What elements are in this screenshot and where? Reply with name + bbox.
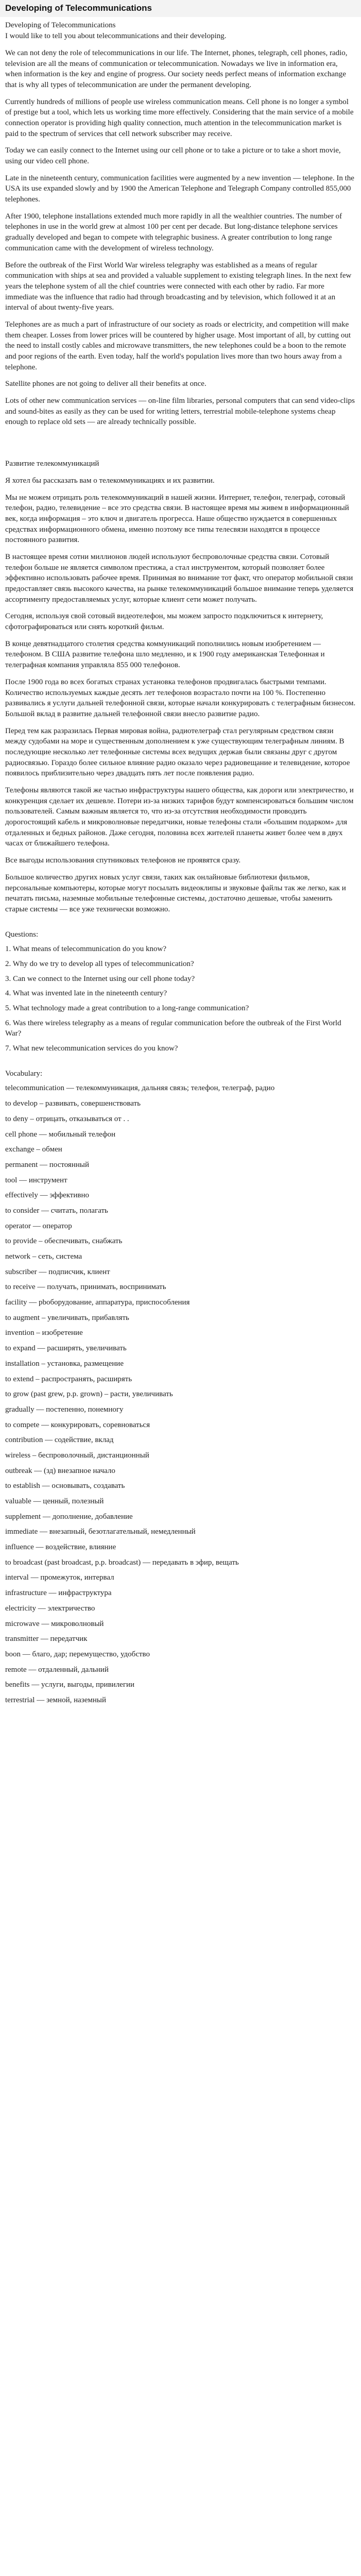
vocabulary-entry: contribution — содействие, вклад (5, 1436, 114, 1445)
russian-paragraph: Мы не можем отрицать роль телекоммуникаций в нашей жизни. Интернет, телефон, телеграф, сотовый телефон, радио, телевидение – все это средства связи. В настоящее время мы живем в информационный век, когда информация – это ключ и двигатель прогресса. Наше общество нуждается в совершенных средствах информационного обмена, именно поэтому все типы телесвязи находятся в процессе постоянного развития. (5, 493, 349, 545)
vocabulary-entry: installation – установка, размещение (5, 1359, 124, 1368)
vocabulary-entry: to grow (past grew, p.p. grown) – расти, увеличивать (5, 1390, 173, 1399)
vocabulary-entry: valuable — ценный, полезный (5, 1497, 104, 1506)
vocabulary-entry: tool — инструмент (5, 1176, 67, 1184)
question-item: 7. What new telecommunication services do you know? (5, 1044, 178, 1053)
vocabulary-entry: electricity — электричество (5, 1604, 95, 1613)
questions-section (5, 929, 356, 1054)
russian-paragraph: Развитие телекоммуникаций (5, 460, 99, 468)
russian-paragraph: Я хотел бы рассказать вам о телекоммуникациях и их развитии. (5, 476, 215, 485)
english-paragraph: I would like to tell you about telecommunications and their developing. (5, 32, 227, 41)
vocabulary-entry: operator — оператор (5, 1222, 72, 1230)
english-paragraph: Currently hundreds of millions of people use wireless communication means. Cell phone is no longer a symbol of prestige but a tool, which lets us working time more effectively. Considering that the main service of a mobile connection operator is providing high quality connection, much attention in the telecommunication market is paid to the spectrum of services that cell network subscriber may receive. (5, 97, 354, 138)
question-item: 1. What means of telecommunication do you know? (5, 945, 166, 954)
russian-paragraph: После 1900 года во всех богатых странах установка телефонов продвигалась быстрыми темпами. Количество используемых каждые десять лет телефонов возрастало почти на 100 %. Постепенно развивались я услуги дальней телефонной связи, которые начали конкурировать с телеграфным бизнесом. Большой вклад в развитие дальней телефонной связи внесло развитие радио. (5, 677, 356, 718)
vocabulary-entry: boon — благо, дар; перемущество, удобство (5, 1650, 150, 1658)
vocabulary-entry: to expand — расширять, увеличивать (5, 1344, 127, 1353)
vocabulary-entry: effectively — эффективно (5, 1191, 89, 1200)
english-paragraph: Lots of other new communication services — on-line film libraries, personal computers that can send video-clips and sound-bites as easily as they can be used for writing letters, terrestrial mobile-telephone systems cheap enough to replace old sets — are already technically possible. (5, 397, 355, 427)
english-paragraph: Late in the nineteenth century, communication facilities were augmented by a new invention — telephone. In the USA its use expanded slowly and by 1900 the American Telephone and Telegraph Company controlled 855,000 telephones. (5, 174, 354, 204)
vocabulary-entry: network – сеть, система (5, 1252, 82, 1261)
vocabulary-list (5, 1083, 356, 1705)
russian-paragraph: В конце девятнадцатого столетия средства коммуникаций пополнились новым изобретением — телефоном. В США развитие телефона шло медленно, и к 1900 году американская Телефонная и телеграфная компания управляла 855 000 телефонов. (5, 639, 325, 670)
vocabulary-entry: to compete — конкурировать, соревноваться (5, 1420, 150, 1429)
russian-paragraph: Все выгоды использования спутниковых телефонов не проявятся сразу. (5, 856, 241, 865)
vocabulary-entry: permanent — постоянный (5, 1160, 89, 1169)
russian-paragraph: В настоящее время сотни миллионов людей используют беспроволочные средства связи. Сотовый телефон больше не является символом престижа, а стал инструментом, который позволяет более эффективно использовать рабочее время. Принимая во внимание тот факт, что оператор мобильной связи предоставляет связь высокого качества, на рынке телекоммуникаций большое внимание теперь уделяется ассортименту предоставляемых услуг, которые клиент сети может получать. (5, 552, 354, 604)
document-subtitle: Developing of Telecommunications (5, 21, 116, 30)
english-text-section (5, 31, 356, 428)
vocabulary-entry: to develop – развивать, совершенствовать (5, 1099, 141, 1108)
question-item: 5. What technology made a great contribution to a long-range communication? (5, 1004, 249, 1013)
russian-paragraph: Сегодня, используя свой сотовый видеотелефон, мы можем запросто подключиться к интернету, сфотографироваться или снять короткий фильм. (5, 612, 323, 632)
vocabulary-entry: remote — отдаленный, дальний (5, 1665, 109, 1674)
english-paragraph: We can not deny the role of telecommunications in our life. The Internet, phones, telegraph, cell phones, radio, television are all the means of communication or telecommunication. Nowadays we live in information era, when information is the key and engine of progress. Our society needs perfect means of information exchange that is why all types of telecommunication are under the permanent developing. (5, 48, 348, 89)
vocabulary-entry: to augment – увеличивать, прибавлять (5, 1313, 129, 1322)
english-paragraph: Satellite phones are not going to deliver all their benefits at once. (5, 380, 207, 388)
english-paragraph: Today we can easily connect to the Internet using our cell phone or to take a picture or to take a short movie, using our video cell phone. (5, 146, 341, 166)
vocabulary-entry: invention – изобретение (5, 1329, 83, 1337)
english-paragraph: After 1900, telephone installations extended much more rapidly in all the wealthier countries. The number of telephones in use in the world grew at almost 100 per cent per decade. But long-distance telephone services gradually developed and began to compete with telegraphic business. A greater contribution to long range communication came with the development of wireless technology. (5, 212, 342, 252)
vocabulary-entry: subscriber — подписчик, клиент (5, 1267, 110, 1276)
vocabulary-entry: to extend – распространять, расширять (5, 1375, 132, 1383)
vocabulary-section (5, 1069, 356, 1706)
vocabulary-entry: influence — воздействие, влияние (5, 1543, 116, 1552)
vocabulary-entry: gradually — постепенно, понемногу (5, 1405, 124, 1414)
vocabulary-entry: supplement — дополнение, добавление (5, 1512, 133, 1521)
russian-paragraph: Перед тем как разразилась Первая мировая война, радиотелеграф стал регулярным средством связи между судобами на море и существенным дополнением к уже существующим телеграфным линиям. В последующие несколько лет телефонные системы всех ведущих держав были связаны друг с другом радиосвязью. Гораздо более сильное влияние радио оказало через радиовещание и телевидение, которое появилось приблизительно через двадцать пять лет после появления радио. (5, 726, 350, 778)
vocabulary-entry: interval — промежуток, интервал (5, 1573, 114, 1582)
vocabulary-entry: microwave — микроволновый (5, 1619, 104, 1628)
vocabulary-heading: Vocabulary: (5, 1069, 43, 1078)
vocabulary-entry: outbreak — (зд) внезапное начало (5, 1466, 115, 1475)
vocabulary-entry: telecommunication — телекоммуникация, дальняя связь; телефон, телеграф, радио (5, 1084, 275, 1093)
document-header (0, 0, 361, 17)
english-paragraph: Before the outbreak of the First World War wireless telegraphy was established as a means of regular communication with ships at sea and provided a valuable supplement to existing telegraph lines. In the next few years the telephone system of all the chief countries were connected with each other by radio. Far more immediate was the influence that radio had through broadcasting and by television, which followed it at an interval of about twenty-five years. (5, 261, 352, 312)
question-item: 6. Was there wireless telegraphy as a means of regular communication before the outbreak of the First World War? (5, 1019, 341, 1038)
questions-heading: Questions: (5, 930, 39, 939)
vocabulary-entry: wireless – беспроволочный, дистанционный (5, 1451, 149, 1460)
vocabulary-entry: terrestrial — земной, наземный (5, 1696, 106, 1704)
vocabulary-entry: benefits — услуги, выгоды, привилегии (5, 1681, 135, 1689)
russian-text-section (5, 459, 356, 914)
vocabulary-entry: to consider — считать, полагать (5, 1206, 108, 1215)
vocabulary-entry: to broadcast (past broadcast, p.p. broadcast) — передавать в эфир, вещать (5, 1558, 239, 1567)
russian-paragraph: Большое количество других новых услуг связи, таких как онлайновые библиотеки фильмов, персональные компьютеры, которые могут посылать видеоклипы и звуковые файлы так же легко, как и печатать письма, наземные мобильные телефонные системы, достаточно дешевые, чтобы заменить старые системы — все уже технически возможно. (5, 873, 346, 913)
vocabulary-entry: to establish — основывать, создавать (5, 1482, 125, 1490)
english-paragraph: Telephones are as much a part of infrastructure of our society as roads or electricity, and competition will make them cheaper. Losses from lower prices will be countered by higher usage. Most important of all, by cutting out the need to install costly cables and microwave transmitters, the new telephones could be a boon to the remote and poor regions of the earth. Even today, half the world's population lives more than two hours away from a telephone. (5, 320, 351, 371)
questions-list (5, 944, 356, 1054)
vocabulary-entry: exchange – обмен (5, 1145, 62, 1154)
vocabulary-entry: cell phone — мобильный телефон (5, 1130, 116, 1139)
question-item: 4. What was invented late in the nineteenth century? (5, 989, 167, 998)
vocabulary-entry: to deny – отрицать, отказываться от . . (5, 1114, 129, 1123)
question-item: 3. Can we connect to the Internet using our cell phone today? (5, 974, 195, 983)
vocabulary-entry: facility — pboборудование, аппаратура, приспособления (5, 1298, 190, 1307)
vocabulary-entry: to receive — получать, принимать, воспринимать (5, 1283, 166, 1292)
vocabulary-entry: infrastructure — инфраструктура (5, 1589, 112, 1598)
vocabulary-entry: immediate — внезапный, безотлагательный, немедленный (5, 1528, 196, 1536)
russian-paragraph: Телефоны являются такой же частью инфраструктуры нашего общества, как дороги или электричество, и конкуренция сделает их дешевле. Потери из-за низких тарифов будут компенсироваться большим числом пользователей. Самым важным является то, что из-за отсутствия необходимости проводить дорогостоящий кабель и микроволновые передатчики, новые телефоны стали «большим подарком» для отдаленных и бедных районов. Даже сегодня, половина всех жителей планеты живет более чем в двух часах от ближайшего телефона. (5, 786, 354, 848)
vocabulary-entry: to provide – обеспечивать, снабжать (5, 1237, 123, 1246)
vocabulary-entry: transmitter — передатчик (5, 1635, 88, 1643)
page-title: Developing of Telecommunications (5, 3, 152, 13)
question-item: 2. Why do we try to develop all types of telecommunication? (5, 959, 194, 968)
